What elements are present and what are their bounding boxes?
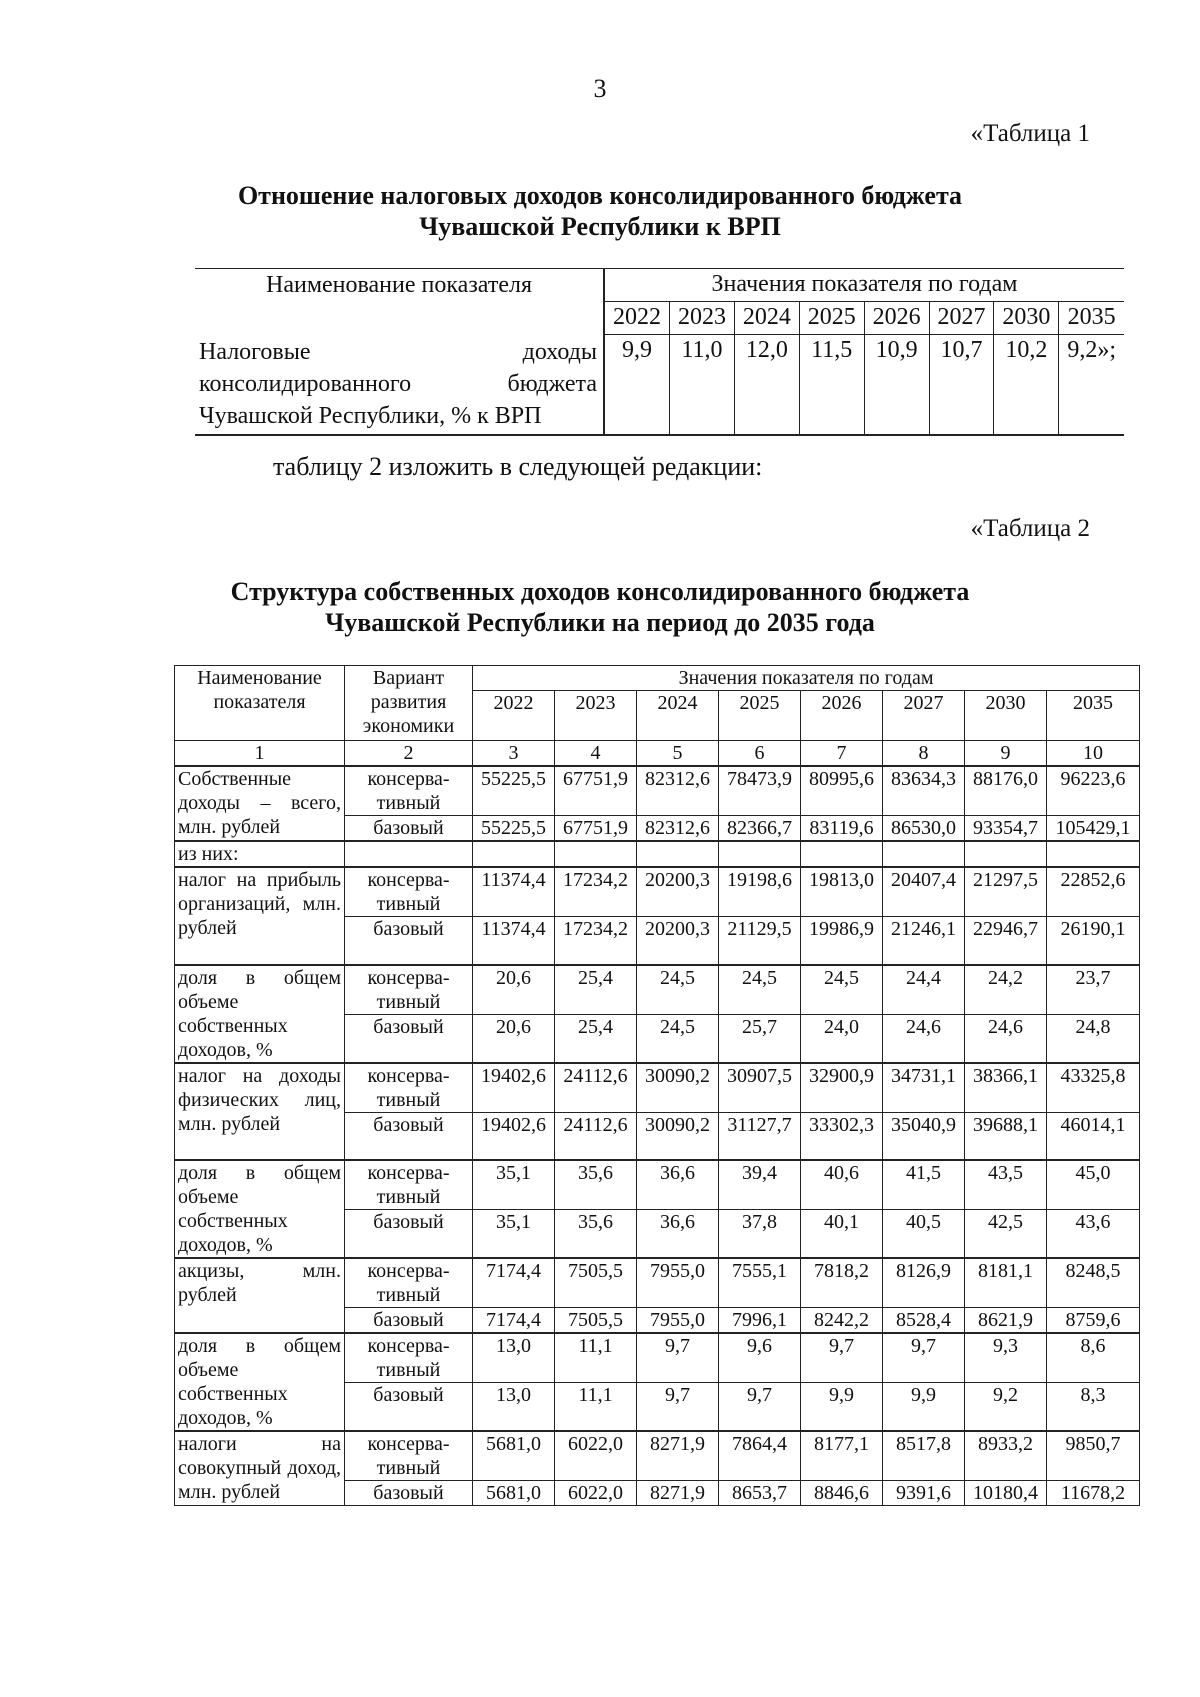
t2-header-row <box>175 666 1140 691</box>
t2-variant-conservative: консерва-тивный <box>345 1258 473 1308</box>
table2-label: «Таблица 2 <box>970 515 1090 542</box>
t2-value: 82312,6 <box>637 816 719 842</box>
t2-value: 46014,1 <box>1047 1112 1140 1160</box>
t2-value: 43,6 <box>1047 1210 1140 1258</box>
t2-empty-cell <box>883 841 965 867</box>
t1-year: 2022 <box>604 301 670 334</box>
t2-value: 24112,6 <box>555 1063 637 1113</box>
t2-value: 20407,4 <box>883 867 965 917</box>
t2-col-number: 10 <box>1047 741 1140 767</box>
t2-variant-conservative: консерва-тивный <box>345 965 473 1015</box>
t2-variant-conservative: консерва-тивный <box>345 1063 473 1113</box>
t2-values-header: Значения показателя по годам <box>473 666 1140 691</box>
t2-value: 36,6 <box>637 1210 719 1258</box>
t2-value: 35,1 <box>473 1160 555 1210</box>
t2-value: 7174,4 <box>473 1258 555 1308</box>
table2 <box>174 665 1140 1506</box>
t2-value: 11678,2 <box>1047 1481 1140 1506</box>
t2-value: 8528,4 <box>883 1308 965 1334</box>
t2-value: 9,7 <box>883 1333 965 1383</box>
t2-value: 11374,4 <box>473 867 555 917</box>
t2-variant-base: базовый <box>345 1210 473 1258</box>
t2-value: 96223,6 <box>1047 766 1140 816</box>
page-number: 3 <box>593 74 607 103</box>
t2-value: 6022,0 <box>555 1431 637 1481</box>
table2-title-line1: Структура собственных доходов консолидированного бюджета <box>230 577 970 606</box>
t1-value: 10,2 <box>994 334 1059 435</box>
t2-year: 2026 <box>801 691 883 741</box>
t2-value: 82312,6 <box>637 766 719 816</box>
t2-value: 45,0 <box>1047 1160 1140 1210</box>
t2-col-number: 8 <box>883 741 965 767</box>
t2-value: 30090,2 <box>637 1112 719 1160</box>
t2-value: 88176,0 <box>965 766 1047 816</box>
t2-empty-cell <box>801 841 883 867</box>
t2-value: 5681,0 <box>473 1431 555 1481</box>
t2-row-conservative <box>175 1063 1140 1113</box>
t2-variant-conservative: консерва-тивный <box>345 1333 473 1383</box>
t2-row-conservative <box>175 1333 1140 1383</box>
t2-value: 67751,9 <box>555 766 637 816</box>
t2-subheader: из них: <box>175 841 345 867</box>
t2-value: 55225,5 <box>473 816 555 842</box>
t2-value: 5681,0 <box>473 1481 555 1506</box>
t2-value: 43325,8 <box>1047 1063 1140 1113</box>
t2-empty-cell <box>965 841 1047 867</box>
t1-row-name: Налоговые доходы консолидированного бюджета Чувашской Республики, % к ВРП <box>195 334 604 435</box>
t2-value: 9850,7 <box>1047 1431 1140 1481</box>
t2-value: 24112,6 <box>555 1112 637 1160</box>
t2-value: 37,8 <box>719 1210 801 1258</box>
t2-value: 26190,1 <box>1047 917 1140 965</box>
t2-value: 8242,2 <box>801 1308 883 1334</box>
t2-value: 17234,2 <box>555 917 637 965</box>
t2-value: 80995,6 <box>801 766 883 816</box>
t1-data-row <box>195 334 1124 435</box>
t2-value: 13,0 <box>473 1383 555 1431</box>
t2-value: 9,6 <box>719 1333 801 1383</box>
t2-value: 41,5 <box>883 1160 965 1210</box>
t2-value: 9,3 <box>965 1333 1047 1383</box>
t2-variant-base: базовый <box>345 917 473 965</box>
t1-value: 10,9 <box>864 334 929 435</box>
t2-value: 67751,9 <box>555 816 637 842</box>
t2-value: 8,6 <box>1047 1333 1140 1383</box>
t2-value: 8181,1 <box>965 1258 1047 1308</box>
t2-col-number: 5 <box>637 741 719 767</box>
t2-value: 8271,9 <box>637 1431 719 1481</box>
t2-value: 24,5 <box>801 965 883 1015</box>
t2-value: 35,6 <box>555 1160 637 1210</box>
t2-value: 20,6 <box>473 965 555 1015</box>
t2-value: 32900,9 <box>801 1063 883 1113</box>
t2-value: 22852,6 <box>1047 867 1140 917</box>
t2-value: 21129,5 <box>719 917 801 965</box>
t2-value: 9,2 <box>965 1383 1047 1431</box>
t2-year: 2022 <box>473 691 555 741</box>
t1-year: 2024 <box>734 301 799 334</box>
t2-value: 86530,0 <box>883 816 965 842</box>
t2-value: 8271,9 <box>637 1481 719 1506</box>
t2-row-name: налог на прибыль организаций, млн. рублей <box>175 867 345 965</box>
t2-year: 2027 <box>883 691 965 741</box>
t2-value: 19198,6 <box>719 867 801 917</box>
t2-value: 25,7 <box>719 1014 801 1062</box>
t2-row-conservative <box>175 867 1140 917</box>
t2-value: 21297,5 <box>965 867 1047 917</box>
t2-value: 24,2 <box>965 965 1047 1015</box>
t2-variant-base: базовый <box>345 1112 473 1160</box>
t2-value: 24,8 <box>1047 1014 1140 1062</box>
t2-value: 23,7 <box>1047 965 1140 1015</box>
t2-value: 30090,2 <box>637 1063 719 1113</box>
t2-empty-cell <box>555 841 637 867</box>
t2-value: 83634,3 <box>883 766 965 816</box>
t2-variant-conservative: консерва-тивный <box>345 867 473 917</box>
t2-empty-cell <box>345 841 473 867</box>
t2-value: 24,4 <box>883 965 965 1015</box>
t1-values-header: Значения показателя по годам <box>604 269 1124 302</box>
t2-value: 8,3 <box>1047 1383 1140 1431</box>
t2-value: 24,0 <box>801 1014 883 1062</box>
table1 <box>195 268 1124 436</box>
t2-value: 7505,5 <box>555 1308 637 1334</box>
t2-variant-base: базовый <box>345 1481 473 1506</box>
t1-name-header: Наименование показателя <box>195 269 604 335</box>
t2-value: 39,4 <box>719 1160 801 1210</box>
t2-value: 24,5 <box>637 1014 719 1062</box>
t1-year: 2030 <box>994 301 1059 334</box>
t2-value: 8517,8 <box>883 1431 965 1481</box>
t2-row-name: акцизы, млн. рублей <box>175 1258 345 1333</box>
t2-col-number: 4 <box>555 741 637 767</box>
t2-empty-cell <box>719 841 801 867</box>
t2-empty-cell <box>637 841 719 867</box>
t2-value: 24,6 <box>883 1014 965 1062</box>
t2-row-conservative <box>175 766 1140 816</box>
t1-year: 2026 <box>864 301 929 334</box>
t2-row-conservative <box>175 965 1140 1015</box>
table2-title-line2: Чувашской Республики на период до 2035 года <box>325 608 875 637</box>
t2-value: 7818,2 <box>801 1258 883 1308</box>
t2-value: 7864,4 <box>719 1431 801 1481</box>
t2-row-name: Собственные доходы – всего, млн. рублей <box>175 766 345 841</box>
t2-value: 6022,0 <box>555 1481 637 1506</box>
t2-value: 43,5 <box>965 1160 1047 1210</box>
t2-row-name: налог на доходы физических лиц, млн. рублей <box>175 1063 345 1161</box>
table1-title-line2: Чувашской Республики к ВРП <box>419 212 781 241</box>
t2-row-name: доля в общем объеме собственных доходов, % <box>175 965 345 1063</box>
t2-value: 8621,9 <box>965 1308 1047 1334</box>
t2-row-name: доля в общем объеме собственных доходов, % <box>175 1160 345 1258</box>
t2-value: 24,5 <box>637 965 719 1015</box>
t2-value: 40,6 <box>801 1160 883 1210</box>
t2-value: 55225,5 <box>473 766 555 816</box>
t2-value: 19813,0 <box>801 867 883 917</box>
t2-value: 35,1 <box>473 1210 555 1258</box>
t2-value: 78473,9 <box>719 766 801 816</box>
t2-year: 2030 <box>965 691 1047 741</box>
t2-row-conservative <box>175 1258 1140 1308</box>
t2-value: 36,6 <box>637 1160 719 1210</box>
t2-value: 7505,5 <box>555 1258 637 1308</box>
t2-value: 8653,7 <box>719 1481 801 1506</box>
t2-value: 24,6 <box>965 1014 1047 1062</box>
t2-variant-base: базовый <box>345 1014 473 1062</box>
t2-col-number: 2 <box>345 741 473 767</box>
t2-name-header: Наименование показателя <box>175 666 345 741</box>
t2-year: 2035 <box>1047 691 1140 741</box>
t2-row-conservative <box>175 1160 1140 1210</box>
t2-col-number: 3 <box>473 741 555 767</box>
table1-title-line1: Отношение налоговых доходов консолидированного бюджета <box>237 181 963 210</box>
t2-value: 19986,9 <box>801 917 883 965</box>
t2-value: 83119,6 <box>801 816 883 842</box>
t1-year: 2023 <box>670 301 735 334</box>
t2-value: 105429,1 <box>1047 816 1140 842</box>
t2-value: 40,1 <box>801 1210 883 1258</box>
t2-value: 38366,1 <box>965 1063 1047 1113</box>
t2-value: 25,4 <box>555 1014 637 1062</box>
t2-value: 82366,7 <box>719 816 801 842</box>
t1-value: 11,5 <box>799 334 864 435</box>
t2-value: 9,7 <box>637 1383 719 1431</box>
t2-value: 7174,4 <box>473 1308 555 1334</box>
t2-value: 17234,2 <box>555 867 637 917</box>
t2-value: 35040,9 <box>883 1112 965 1160</box>
t2-col-number: 6 <box>719 741 801 767</box>
t1-value: 11,0 <box>670 334 735 435</box>
t2-year: 2024 <box>637 691 719 741</box>
t1-year: 2027 <box>929 301 994 334</box>
t2-value: 9,7 <box>801 1333 883 1383</box>
t2-variant-conservative: консерва-тивный <box>345 1160 473 1210</box>
t1-value: 10,7 <box>929 334 994 435</box>
t2-value: 35,6 <box>555 1210 637 1258</box>
t2-colnum-row <box>175 741 1140 767</box>
t2-value: 31127,7 <box>719 1112 801 1160</box>
t2-row-name: налоги на совокупный доход, млн. рублей <box>175 1431 345 1506</box>
t2-value: 7555,1 <box>719 1258 801 1308</box>
t2-col-number: 1 <box>175 741 345 767</box>
t2-value: 8126,9 <box>883 1258 965 1308</box>
t2-value: 42,5 <box>965 1210 1047 1258</box>
t2-variant-base: базовый <box>345 816 473 842</box>
t2-value: 8759,6 <box>1047 1308 1140 1334</box>
t2-value: 22946,7 <box>965 917 1047 965</box>
t2-empty-cell <box>473 841 555 867</box>
t2-col-number: 7 <box>801 741 883 767</box>
t2-value: 11374,4 <box>473 917 555 965</box>
t2-value: 7996,1 <box>719 1308 801 1334</box>
t2-value: 8846,6 <box>801 1481 883 1506</box>
t2-value: 19402,6 <box>473 1063 555 1113</box>
t2-value: 40,5 <box>883 1210 965 1258</box>
t2-value: 19402,6 <box>473 1112 555 1160</box>
t2-empty-cell <box>1047 841 1140 867</box>
t2-subheader-row <box>175 841 1140 867</box>
t2-value: 9,7 <box>719 1383 801 1431</box>
t2-value: 34731,1 <box>883 1063 965 1113</box>
t2-value: 20200,3 <box>637 917 719 965</box>
t2-variant-conservative: консерва-тивный <box>345 1431 473 1481</box>
t2-value: 20,6 <box>473 1014 555 1062</box>
t1-year: 2025 <box>799 301 864 334</box>
t1-value: 9,2»; <box>1059 334 1124 435</box>
t2-value: 9,9 <box>801 1383 883 1431</box>
table1-label: «Таблица 1 <box>970 120 1090 147</box>
t2-value: 9,9 <box>883 1383 965 1431</box>
t2-year: 2023 <box>555 691 637 741</box>
t2-value: 9391,6 <box>883 1481 965 1506</box>
t2-value: 7955,0 <box>637 1308 719 1334</box>
t2-value: 11,1 <box>555 1333 637 1383</box>
t2-variant-base: базовый <box>345 1383 473 1431</box>
t1-year: 2035 <box>1059 301 1124 334</box>
t2-value: 10180,4 <box>965 1481 1047 1506</box>
t2-value: 20200,3 <box>637 867 719 917</box>
t2-value: 93354,7 <box>965 816 1047 842</box>
intro-text: таблицу 2 изложить в следующей редакции: <box>273 452 763 481</box>
t2-value: 13,0 <box>473 1333 555 1383</box>
t1-value: 12,0 <box>734 334 799 435</box>
t2-value: 9,7 <box>637 1333 719 1383</box>
t2-variant-conservative: консерва-тивный <box>345 766 473 816</box>
table1-title <box>0 180 1200 242</box>
t2-value: 11,1 <box>555 1383 637 1431</box>
t2-value: 7955,0 <box>637 1258 719 1308</box>
t2-row-conservative <box>175 1431 1140 1481</box>
t1-value: 9,9 <box>604 334 670 435</box>
t2-col-number: 9 <box>965 741 1047 767</box>
t2-value: 8248,5 <box>1047 1258 1140 1308</box>
t2-value: 39688,1 <box>965 1112 1047 1160</box>
t2-value: 24,5 <box>719 965 801 1015</box>
t2-value: 8933,2 <box>965 1431 1047 1481</box>
t2-value: 33302,3 <box>801 1112 883 1160</box>
t2-row-name: доля в общем объеме собственных доходов, % <box>175 1333 345 1431</box>
t2-year: 2025 <box>719 691 801 741</box>
t2-value: 25,4 <box>555 965 637 1015</box>
t2-value: 21246,1 <box>883 917 965 965</box>
t2-value: 8177,1 <box>801 1431 883 1481</box>
table2-title <box>0 576 1200 638</box>
t2-variant-base: базовый <box>345 1308 473 1334</box>
t2-variant-header: Вариант развития экономики <box>345 666 473 741</box>
t2-value: 30907,5 <box>719 1063 801 1113</box>
